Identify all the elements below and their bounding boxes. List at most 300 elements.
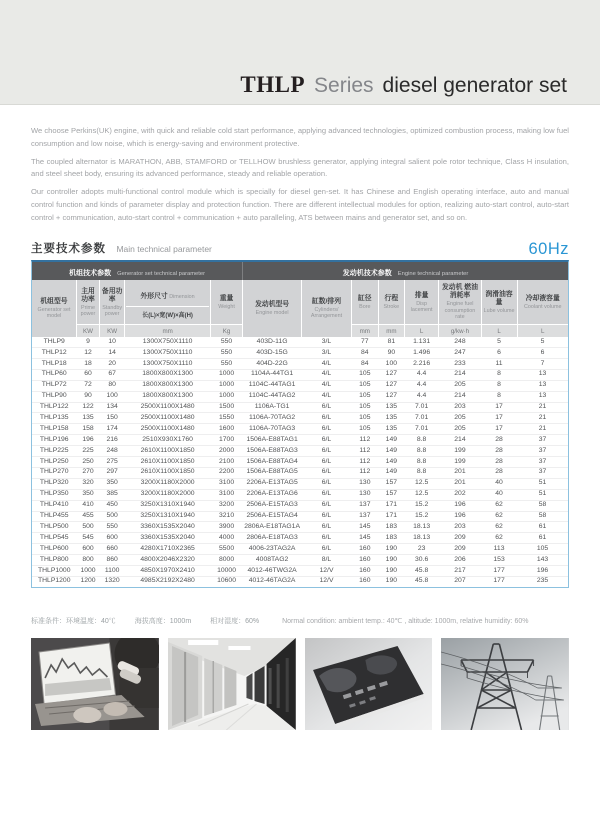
spec-row-THLP455 [32,511,568,522]
spec-cell-lube-volume: 6 [481,348,517,359]
spec-cell-standby-power: 500 [100,511,125,522]
spec-cell-dimension: 2500X1100X1480 [125,424,211,435]
spec-cell-weight: 4000 [210,533,242,544]
spec-cell-engine-model: 4012-46TWG2A [243,565,302,576]
spec-cell-bore: 112 [351,457,378,468]
column-header-weight: 重量 Weight [210,280,242,325]
section-title-en: Main technical parameter [116,244,212,255]
spec-row-THLP122 [32,402,568,413]
spec-cell-prime-power: 500 [76,522,99,533]
spec-cell-engine-model: 2506A-E15TAG3 [243,500,302,511]
spec-cell-fuel-consumption: 209 [439,544,481,555]
intro-text [31,125,569,224]
page-header-band [0,0,600,105]
spec-cell-stroke: 183 [378,533,404,544]
spec-cell-prime-power: 1200 [80,577,96,585]
spec-cell-lube-volume: 177 [493,577,505,585]
spec-cell-standby-power: 174 [100,424,125,435]
spec-cell-displacement: 18.13 [404,522,438,533]
spec-cell-bore: 145 [351,522,378,533]
spec-cell-stroke: 190 [378,544,404,555]
spec-cell-weight: 10000 [210,565,242,576]
spec-cell-fuel-consumption: 217 [439,565,481,576]
spec-cell-bore: 105 [351,391,378,402]
spec-cell-cylinders: 6/L [302,511,352,522]
spec-cell-weight: 1550 [210,413,242,424]
spec-cell-model: THLP410 [32,500,76,511]
spec-cell-bore: 84 [351,348,378,359]
spec-cell-prime-power: 455 [76,511,99,522]
spec-cell-lube-volume: 17 [481,402,517,413]
spec-cell-cylinders: 6/L [302,500,352,511]
spec-cell-fuel-consumption: 205 [439,424,481,435]
spec-cell-lube-volume: 17 [481,424,517,435]
brand-name: THLP [240,72,306,97]
spec-cell-stroke: 127 [378,391,404,402]
spec-cell-bore: 130 [351,478,378,489]
section-title-cn: 主要技术参数 [31,243,106,256]
spec-cell-standby-power: 67 [100,369,125,380]
spec-cell-dimension: 1300X750X1110 [125,337,211,347]
spec-cell-dimension: 1300X750X1110 [125,348,211,359]
spec-cell-dimension: 4985X2192X2480 [140,577,195,585]
spec-cell-cylinders: 6/L [302,522,352,533]
spec-cell-displacement: 18.13 [404,533,438,544]
spec-cell-dimension: 4850X1970X2410 [125,565,211,576]
spec-cell-stroke: 190 [378,555,404,566]
spec-cell-stroke: 149 [378,446,404,457]
spec-cell-bore: 160 [351,565,378,576]
spec-cell-weight: 2000 [210,446,242,457]
spec-cell-dimension: 3360X1535X2040 [125,522,211,533]
column-header-displacement: 排量 Disp lacement [404,280,438,325]
spec-cell-dimension: 1800X800X1300 [125,380,211,391]
spec-cell-fuel-consumption: 199 [439,446,481,457]
server-room-corridor-photo [168,638,296,730]
spec-cell-weight: 1700 [210,435,242,446]
spec-cell-coolant-volume: 13 [517,391,568,402]
spec-cell-coolant-volume: 51 [517,478,568,489]
spec-cell-model: THLP600 [32,544,76,555]
spec-cell-model: THLP225 [32,446,76,457]
spec-cell-weight: 3210 [210,511,242,522]
column-header-model: 机组型号 Generator set model [32,280,76,337]
spec-cell-standby-power: 1100 [100,565,125,576]
spec-cell-fuel-consumption: 196 [439,500,481,511]
spec-cell-dimension: 2500X1100X1480 [125,413,211,424]
spec-cell-displacement: 4.4 [404,391,438,402]
spec-cell-coolant-volume: 105 [517,544,568,555]
frequency-badge: 60Hz [528,239,569,258]
spec-row-THLP500 [32,522,568,533]
spec-cell-dimension: 1800X800X1300 [125,369,211,380]
spec-cell-stroke: 135 [378,413,404,424]
table-group-row [32,262,568,280]
spec-cell-lube-volume: 62 [481,533,517,544]
spec-cell-engine-model: 2506A-E15TAG4 [243,511,302,522]
spec-cell-fuel-consumption: 207 [454,577,466,585]
spec-cell-stroke: 149 [378,435,404,446]
spec-cell-model: THLP1000 [32,565,76,576]
spec-cell-prime-power: 800 [76,555,99,566]
spec-cell-displacement: 1.131 [404,337,438,347]
spec-cell-coolant-volume: 37 [517,467,568,478]
spec-cell-prime-power: 350 [76,489,99,500]
spec-cell-fuel-consumption: 199 [439,457,481,468]
spec-cell-coolant-volume: 37 [517,457,568,468]
pylon-graphic [441,638,569,730]
spec-cell-displacement: 2.216 [404,359,438,370]
spec-cell-prime-power: 270 [76,467,99,478]
spec-cell-weight: 550 [210,348,242,359]
spec-cell-dimension: 3200X1180X2000 [125,489,211,500]
spec-cell-coolant-volume: 21 [517,424,568,435]
spec-cell-standby-power: 450 [100,500,125,511]
unit-cell-displacement: L [404,325,438,338]
spec-cell-model: THLP90 [32,391,76,402]
spec-cell-weight: 3200 [210,500,242,511]
spec-cell-stroke: 157 [378,478,404,489]
spec-cell-coolant-volume: 6 [517,348,568,359]
spec-cell-coolant-volume: 235 [536,577,549,585]
spec-cell-model: THLP1200 [37,577,71,585]
spec-cell-model: THLP270 [32,467,76,478]
spec-cell-cylinders: 3/L [302,337,352,347]
intro-paragraph-controller: Our controller adopts multi-functional control module which is specially for diesel gen-set. It has Chinese and English operating interface, auto and manual control function and kinds of parameter display and protection function. There are different intellectual modules for option, realizing auto-start control, auto-start control + communication, auto-start control + communication + auto paralleling, ATS between mains and generator set, and so on. [31,187,569,222]
spec-cell-engine-model: 1506A-E88TAG3 [243,446,302,457]
column-header-fuel-consumption: 发动机 燃油消耗率 Engine fuel consumption rate [439,280,481,325]
spec-cell-lube-volume: 62 [481,500,517,511]
credit-card-graphic [305,638,433,730]
spec-cell-standby-power: 248 [100,446,125,457]
spec-cell-stroke: 127 [378,380,404,391]
spec-cell-standby-power: 150 [100,413,125,424]
spec-cell-model: THLP500 [32,522,76,533]
spec-table [32,262,568,586]
spec-cell-displacement: 7.01 [404,402,438,413]
spec-cell-weight: 3900 [210,522,242,533]
spec-cell-engine-model: 2206A-E13TAG5 [243,478,302,489]
spec-cell-coolant-volume: 13 [517,369,568,380]
spec-cell-dimension: 2610X1100X1850 [125,467,211,478]
power-transmission-towers-photo [441,638,569,730]
spec-cell-cylinders: 6/L [302,533,352,544]
spec-cell-weight: 5500 [210,544,242,555]
column-header-cylinders: 缸数/排列 Cylinders/ Arrangement [302,280,352,337]
spec-cell-coolant-volume: 196 [517,565,568,576]
spec-cell-stroke: 81 [378,337,404,347]
spec-cell-dimension: 3250X1310X1940 [125,500,211,511]
spec-cell-coolant-volume: 21 [517,402,568,413]
spec-cell-bore: 160 [351,555,378,566]
spec-table-container [31,260,569,587]
spec-cell-displacement: 4.4 [404,380,438,391]
note-ambient-temp: 标准条件：环境温度：40℃ [31,617,116,625]
spec-cell-bore: 84 [351,359,378,370]
spec-cell-stroke: 183 [378,522,404,533]
spec-cell-fuel-consumption: 247 [439,348,481,359]
spec-cell-dimension: 2610X1100X1850 [125,446,211,457]
server-room-graphic [168,638,296,730]
spec-cell-weight: 1000 [210,369,242,380]
spec-cell-weight: 1000 [210,391,242,402]
spec-row-THLP270 [32,467,568,478]
spec-cell-dimension: 2500X1100X1480 [125,402,211,413]
column-header-prime-power: 主用功率 Prime power [76,280,99,325]
unit-cell-stroke: mm [378,325,404,338]
spec-cell-displacement: 8.8 [404,446,438,457]
spec-cell-displacement: 7.01 [404,413,438,424]
spec-cell-engine-model: 404D-22G [243,359,302,370]
spec-cell-cylinders: 6/L [302,478,352,489]
credit-card-photo [305,638,433,730]
spec-cell-lube-volume: 28 [481,467,517,478]
spec-cell-model: THLP250 [32,457,76,468]
spec-cell-stroke: 190 [378,565,404,576]
spec-cell-dimension: 3250X1310X1940 [125,511,211,522]
spec-cell-bore: 105 [351,402,378,413]
spec-cell-fuel-consumption: 214 [439,391,481,402]
spec-cell-cylinders: 4/L [302,380,352,391]
spec-cell-coolant-volume: 21 [517,413,568,424]
spec-cell-weight: 2100 [210,457,242,468]
spec-cell-bore: 112 [351,467,378,478]
spec-cell-model: THLP72 [32,380,76,391]
spec-cell-model: THLP320 [32,478,76,489]
spec-cell-prime-power: 18 [76,359,99,370]
spec-cell-bore: 112 [351,435,378,446]
spec-cell-coolant-volume: 143 [517,555,568,566]
note-humidity: 相对湿度：60% [210,617,260,625]
spec-cell-displacement: 12.5 [404,489,438,500]
spec-cell-prime-power: 196 [76,435,99,446]
spec-cell-engine-model: 1106A-70TAG2 [243,413,302,424]
spec-cell-fuel-consumption: 214 [439,369,481,380]
section-header [31,239,569,257]
spec-row-THLP158 [32,424,568,435]
spec-cell-dimension: 4280X1710X2365 [125,544,211,555]
spec-cell-cylinders: 12/V [302,565,352,576]
spec-cell-fuel-consumption: 248 [439,337,481,347]
spec-cell-fuel-consumption: 202 [439,489,481,500]
spec-cell-dimension: 2610X1100X1850 [125,457,211,468]
section-title [31,239,212,257]
spec-row-THLP320 [32,478,568,489]
spec-cell-weight: 1600 [210,424,242,435]
spec-cell-displacement: 8.8 [404,457,438,468]
spec-cell-coolant-volume: 13 [517,380,568,391]
spec-cell-engine-model: 4012-46TAG2A [248,577,296,585]
table-header-row [32,280,568,325]
intro-paragraph-engine: We choose Perkins(UK) engine, with quick and reliable cold start performance, applying advanced technologies, optimized combustion process, making low fuel consumption and low noise, which is energy-saving and environment protective. [31,126,569,148]
spec-cell-model: THLP545 [32,533,76,544]
title-series: Series [314,74,374,97]
spec-cell-engine-model: 2806A-E18TAG3 [243,533,302,544]
spec-row-THLP72 [32,380,568,391]
spec-cell-engine-model: 1506A-E88TAG1 [243,435,302,446]
spec-cell-cylinders: 6/L [302,435,352,446]
spec-row-THLP1200 [32,576,568,586]
spec-cell-cylinders: 8/L [302,555,352,566]
spec-cell-displacement: 1.496 [404,348,438,359]
spec-cell-prime-power: 12 [76,348,99,359]
spec-row-THLP545 [32,533,568,544]
spec-cell-model: THLP800 [32,555,76,566]
spec-cell-prime-power: 135 [76,413,99,424]
spec-row-THLP600 [32,544,568,555]
spec-cell-bore: 130 [351,489,378,500]
table-group-header: 机组技术参数 Generator set technical parameter [32,262,243,280]
spec-cell-prime-power: 1000 [76,565,99,576]
spec-cell-standby-power: 134 [100,402,125,413]
spec-cell-prime-power: 410 [76,500,99,511]
spec-cell-model: THLP196 [32,435,76,446]
spec-cell-weight: 550 [210,337,242,347]
spec-cell-displacement: 4.4 [404,369,438,380]
spec-cell-engine-model: 1104A-44TG1 [243,369,302,380]
spec-cell-stroke: 149 [378,467,404,478]
spec-row-THLP18 [32,359,568,370]
spec-cell-standby-power: 80 [100,380,125,391]
column-header-stroke: 行程 Stroke [378,280,404,325]
spec-cell-displacement: 30.6 [404,555,438,566]
spec-cell-stroke: 127 [378,369,404,380]
spec-cell-stroke: 171 [378,511,404,522]
spec-cell-model: THLP12 [32,348,76,359]
spec-cell-dimension: 3200X1180X2000 [125,478,211,489]
spec-cell-lube-volume: 113 [481,544,517,555]
spec-cell-standby-power: 10 [100,337,125,347]
column-header-dimension: 外形尺寸 Dimension 长(L)×宽(W)×高(H) [125,280,211,325]
spec-cell-lube-volume: 28 [481,457,517,468]
spec-cell-displacement: 12.5 [404,478,438,489]
spec-cell-dimension: 1300X750X1110 [125,359,211,370]
spec-cell-fuel-consumption: 203 [439,522,481,533]
spec-cell-cylinders: 12/V [319,577,334,585]
spec-cell-fuel-consumption: 205 [439,413,481,424]
spec-cell-fuel-consumption: 206 [439,555,481,566]
spec-cell-stroke: 90 [378,348,404,359]
spec-cell-engine-model: 2806A-E18TAG1A [243,522,302,533]
spec-cell-weight: 10600 [217,577,236,585]
unit-cell-fuel-consumption: g/kw·h [439,325,481,338]
column-header-engine-model: 发动机型号 Engine model [243,280,302,337]
spec-cell-lube-volume: 8 [481,391,517,402]
spec-cell-displacement: 45.8 [415,577,429,585]
spec-cell-prime-power: 250 [76,457,99,468]
spec-cell-prime-power: 600 [76,544,99,555]
spec-cell-prime-power: 545 [76,533,99,544]
spec-cell-standby-power: 550 [100,522,125,533]
spec-cell-model: THLP122 [32,402,76,413]
spec-cell-lube-volume: 8 [481,369,517,380]
spec-cell-stroke: 149 [378,457,404,468]
spec-cell-engine-model: 2206A-E13TAG6 [243,489,302,500]
spec-cell-fuel-consumption: 196 [439,511,481,522]
spec-cell-engine-model: 403D-11G [243,337,302,347]
spec-cell-bore: 137 [351,511,378,522]
spec-cell-weight: 1000 [210,380,242,391]
spec-cell-lube-volume: 11 [481,359,517,370]
spec-cell-coolant-volume: 37 [517,446,568,457]
spec-cell-engine-model: 1106A-TG1 [243,402,302,413]
column-header-lube-volume: 润滑油容量 Lube volume [481,280,517,325]
spec-cell-weight: 2200 [210,467,242,478]
spec-cell-bore: 137 [351,500,378,511]
spec-cell-displacement: 45.8 [404,565,438,576]
spec-cell-engine-model: 1506A-E88TAG4 [243,457,302,468]
laptop-photo-graphic [31,638,159,730]
spec-cell-standby-power: 385 [100,489,125,500]
photo-strip [31,638,569,730]
unit-cell-standby-power: KW [100,325,125,338]
spec-row-THLP90 [32,391,568,402]
spec-cell-cylinders: 6/L [302,457,352,468]
spec-cell-fuel-consumption: 214 [439,435,481,446]
spec-cell-coolant-volume: 5 [517,337,568,347]
spec-cell-bore: 105 [351,380,378,391]
spec-cell-prime-power: 60 [76,369,99,380]
column-header-standby-power: 备用功率 Standby power [100,280,125,325]
spec-cell-model: THLP18 [32,359,76,370]
spec-cell-cylinders: 6/L [302,402,352,413]
spec-cell-lube-volume: 17 [481,413,517,424]
spec-cell-dimension: 3360X1535X2040 [125,533,211,544]
spec-cell-model: THLP455 [32,511,76,522]
spec-cell-cylinders: 4/L [302,369,352,380]
spec-cell-weight: 550 [210,359,242,370]
spec-row-THLP196 [32,435,568,446]
spec-row-THLP9 [32,337,568,347]
spec-cell-cylinders: 6/L [302,544,352,555]
spec-cell-lube-volume: 8 [481,380,517,391]
table-group-header: 发动机技术参数 Engine technical parameter [243,262,568,280]
spec-cell-engine-model: 1506A-E88TAG5 [243,467,302,478]
spec-cell-cylinders: 3/L [302,348,352,359]
spec-cell-displacement: 8.8 [404,467,438,478]
spec-cell-prime-power: 122 [76,402,99,413]
spec-cell-stroke: 157 [378,489,404,500]
spec-cell-cylinders: 6/L [302,489,352,500]
analyst-laptop-chart-photo [31,638,159,730]
spec-cell-coolant-volume: 37 [517,435,568,446]
spec-cell-standby-power: 297 [100,467,125,478]
spec-cell-standby-power: 660 [100,544,125,555]
spec-cell-standby-power: 1320 [104,577,120,585]
spec-cell-model: THLP60 [32,369,76,380]
spec-row-THLP225 [32,446,568,457]
spec-cell-engine-model: 4008TAG2 [243,555,302,566]
column-header-coolant-volume: 冷却液容量 Coolant volume [517,280,568,325]
spec-cell-lube-volume: 5 [481,337,517,347]
spec-cell-cylinders: 6/L [302,424,352,435]
spec-cell-lube-volume: 62 [481,511,517,522]
spec-row-THLP1000 [32,565,568,576]
unit-cell-prime-power: KW [76,325,99,338]
spec-cell-stroke: 100 [378,359,404,370]
spec-cell-cylinders: 6/L [302,446,352,457]
spec-cell-model: THLP158 [32,424,76,435]
spec-row-THLP60 [32,369,568,380]
spec-cell-lube-volume: 28 [481,446,517,457]
intro-paragraph-alternator: The coupled alternator is MARATHON, ABB, STAMFORD or TELLHOW brushless generator, applying integral salient pole rotor technique, Class H insulation, and steel sheet body, ensuring its advanced performance, steady and reliable operation. [31,156,569,179]
spec-cell-coolant-volume: 51 [517,489,568,500]
unit-cell-coolant-volume: L [517,325,568,338]
spec-row-THLP350 [32,489,568,500]
spec-cell-model: THLP350 [32,489,76,500]
spec-cell-model: THLP9 [32,337,76,347]
spec-cell-cylinders: 6/L [302,467,352,478]
